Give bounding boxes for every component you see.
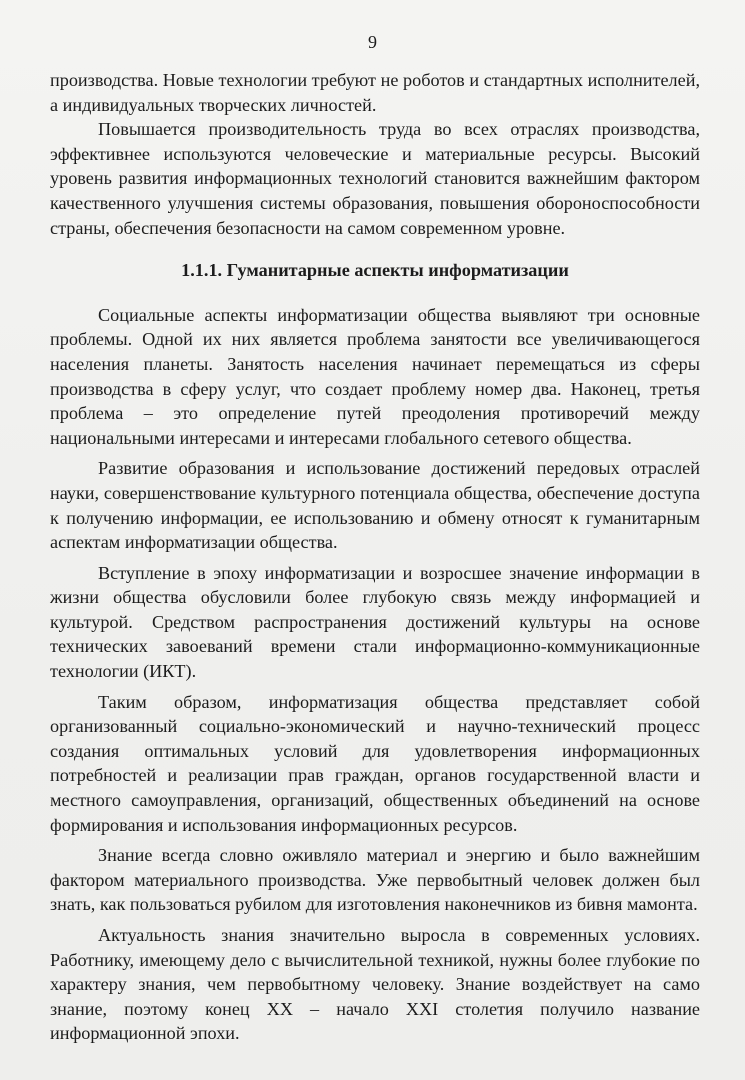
paragraph: Вступление в эпоху информатизации и возросшее значение информации в жизни общества обусловили более глубокую связь между информацией и культурой. Средством распространения достижений культуры на основе технических завоеваний времени стали информационно-коммуникационные технологии (ИКТ). [50, 562, 700, 682]
paragraph-continuation: производства. Новые технологии требуют не роботов и стандартных исполнителей, а индивидуальных творческих личностей. [50, 70, 700, 115]
paragraph: Социальные аспекты информатизации общества выявляют три основные проблемы. Одной их них является проблема занятости все увеличивающегося населения планеты. Занятость населения начинает перемещаться из сферы производства в сферу услуг, что создает проблему номер два. Наконец, третья проблема – это определение путей преодоления противоречий между национальными интересами и интересами глобального сетевого общества. [50, 304, 700, 448]
section-heading: 1.1.1. Гуманитарные аспекты информатизации [181, 260, 569, 281]
paragraph: Повышается производительность труда во всех отраслях производства, эффективнее используются человеческие и материальные ресурсы. Высокий уровень развития информационных технологий становится важнейшим фактором качественного улучшения системы образования, повышения обороноспособности страны, обеспечения безопасности на самом современном уровне. [50, 119, 700, 238]
page-body [50, 68, 700, 1046]
page-number: 9 [368, 32, 377, 52]
paragraph: Знание всегда словно оживляло материал и энергию и было важнейшим фактором материального производства. Уже первобытный человек должен был знать, как пользоваться рубилом для изготовления наконечников из бивня мамонта. [50, 845, 700, 915]
paragraph: Таким образом, информатизация общества представляет собой организованный социально-экономический и научно-технический процесс создания оптимальных условий для удовлетворения информационных потребностей и реализации прав граждан, органов государственной власти и местного самоуправления, организаций, общественных объединений на основе формирования и использования информационных ресурсов. [50, 691, 700, 835]
paragraph: Актуальность знания значительно выросла в современных условиях. Работнику, имеющему дело с вычислительной техникой, нужны более глубокие по характеру знания, чем первобытному человеку. Знание воздействует на само знание, поэтому конец XX – начало XXI столетия получило название информационной эпохи. [50, 925, 700, 1044]
paragraph: Развитие образования и использование достижений передовых отраслей науки, совершенствование культурного потенциала общества, обеспечение доступа к получению информации, ее использованию и обмену относят к гуманитарным аспектам информатизации общества. [50, 458, 700, 553]
